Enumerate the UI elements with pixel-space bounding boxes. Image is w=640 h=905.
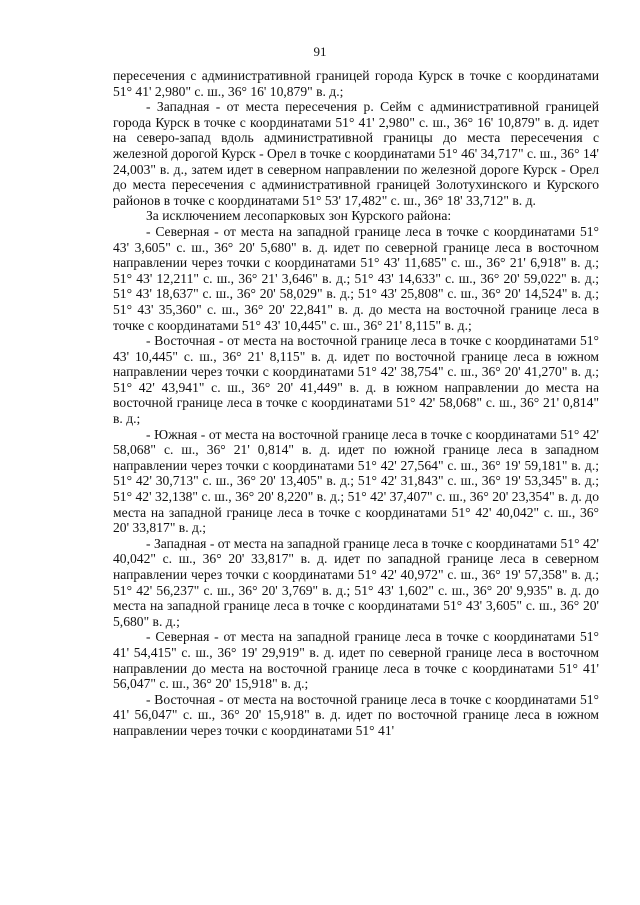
paragraph-continuation: пересечения с административной границей города Курск в точке с координатами 51° 41' 2,980" с. ш., 36° 16' 10,879" в. д.; [113, 68, 599, 99]
paragraph-west-boundary-1: - Западная - от места на западной границе леса в точке с координатами 51° 42' 40,042" с. ш., 36° 20' 33,817" в. д. идет по западной границе леса в северном направлении через точки с координатами 51° 42' 40,972" с. ш., 36° 19' 57,358" в. д.; 51° 42' 56,237" с. ш., 36° 20' 3,769" в. д.; 51° 43' 1,602" с. ш., 36° 20' 9,935" в. д. до места на западной границе леса в точке с координатами 51° 43' 3,605" с. ш., 36° 20' 5,680" в. д.; [113, 535, 599, 629]
paragraph-north-boundary-1: - Северная - от места на западной границе леса в точке с координатами 51° 43' 3,605" с. ш., 36° 20' 5,680" в. д. идет по северной границе леса в восточном направлении через точки с координатами 51° 43' 11,685" с. ш., 36° 21' 6,918" в. д.; 51° 43' 12,211" с. ш., 36° 21' 3,646" в. д.; 51° 43' 14,633" с. ш., 36° 20' 59,022" в. д.; 51° 43' 18,637" с. ш., 36° 20' 58,029" в. д.; 51° 43' 25,808" с. ш., 36° 20' 14,524" в. д.; 51° 43' 35,360" с. ш., 36° 20' 22,841" в. д. до места на восточной границе леса в точке с координатами 51° 43' 10,445" с. ш., 36° 21' 8,115" в. д.; [113, 223, 599, 333]
paragraph-east-boundary-1: - Восточная - от места на восточной границе леса в точке с координатами 51° 43' 10,445" с. ш., 36° 21' 8,115" в. д. идет по восточной границе леса в южном направлении через точки с координатами 51° 42' 38,754" с. ш., 36° 20' 41,270" в. д.; 51° 42' 43,941" с. ш., 36° 20' 41,449" в. д. в южном направлении до места на восточной границе леса в точке с координатами 51° 42' 58,068" с. ш., 36° 21' 0,814" в. д.; [113, 333, 599, 427]
paragraph-south-boundary-1: - Южная - от места на восточной границе леса в точке с координатами 51° 42' 58,068" с. ш., 36° 21' 0,814" в. д. идет по южной границе леса в западном направлении через точки с координатами 51° 42' 27,564" с. ш., 36° 19' 59,181" в. д.; 51° 42' 30,713" с. ш., 36° 20' 13,405" в. д.; 51° 42' 31,843" с. ш., 36° 19' 53,345" в. д.; 51° 42' 32,138" с. ш., 36° 20' 8,220" в. д.; 51° 42' 37,407" с. ш., 36° 20' 23,354" в. д. до места на западной границе леса в точке с координатами 51° 42' 40,042" с. ш., 36° 20' 33,817" в. д.; [113, 426, 599, 536]
page-number: 91 [313, 44, 327, 59]
paragraph-western-city-boundary: - Западная - от места пересечения р. Сейм с административной границей города Курск в точке с координатами 51° 41' 2,980" с. ш., 36° 16' 10,879" в. д. идет на северо-запад вдоль административной границы до места пересечения с железной дорогой Курск - Орел в точке с координатами 51° 46' 34,717" с. ш., 36° 14' 24,003" в. д., затем идет в северном направлении по железной дороге Курск - Орел до места пересечения с административной границей Золотухинского и Курского районов в точке с координатами 51° 53' 17,482" с. ш., 36° 18' 33,712" в. д. [113, 99, 599, 208]
paragraph-exclusion-heading: За исключением лесопарковых зон Курского района: [146, 208, 452, 224]
paragraph-east-boundary-2: - Восточная - от места на восточной границе леса в точке с координатами 51° 41' 56,047" с. ш., 36° 20' 15,918" в. д. идет по восточной границе леса в южном направлении через точки с координатами 51° 41' [113, 691, 599, 738]
paragraph-north-boundary-2: - Северная - от места на западной границе леса в точке с координатами 51° 41' 54,415" с. ш., 36° 19' 29,919" в. д. идет по северной границе леса в восточном направлении до места на восточной границе леса в точке с координатами 51° 41' 56,047" с. ш., 36° 20' 15,918" в. д.; [113, 629, 599, 692]
document-body [113, 68, 599, 739]
